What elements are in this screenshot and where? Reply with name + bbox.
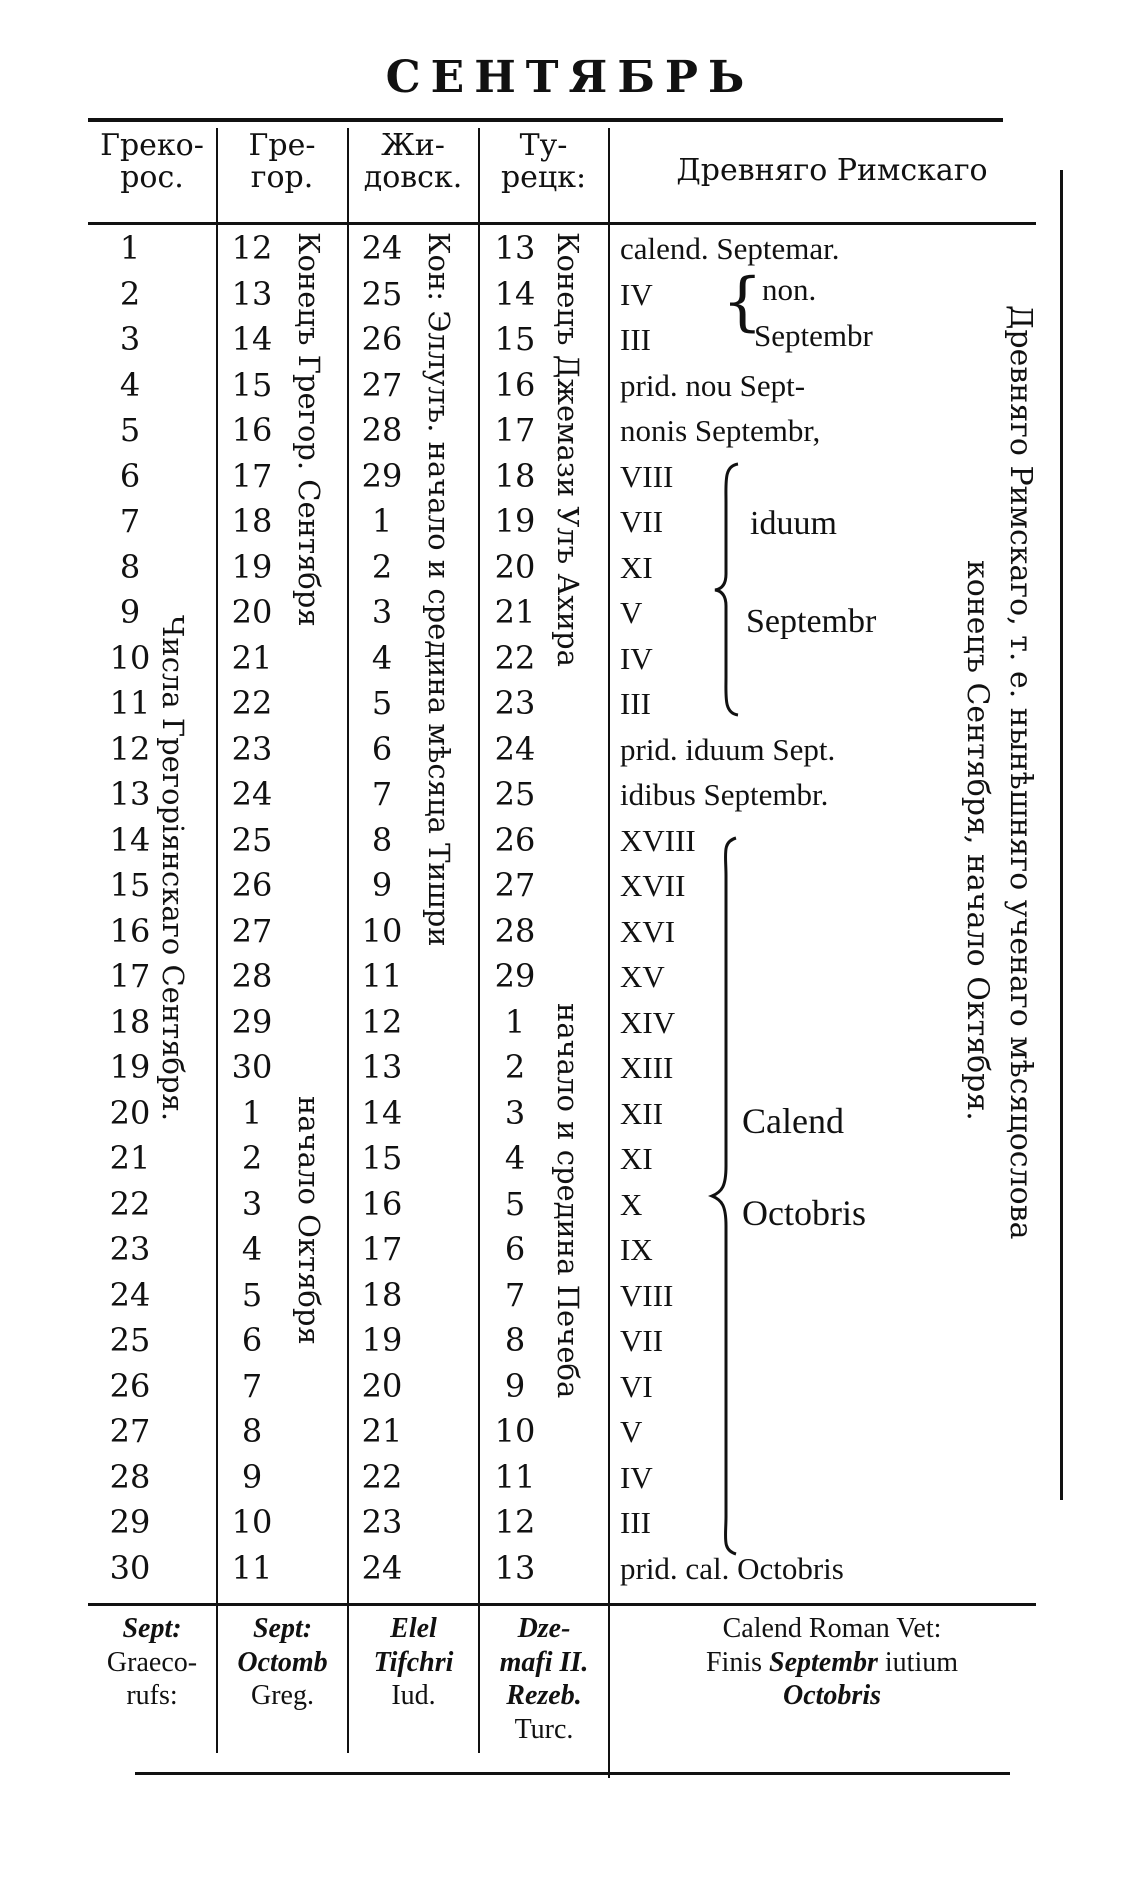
greco-day: 5 [119, 411, 141, 449]
greg-day: 25 [231, 820, 273, 859]
jewish-day: 24 [361, 229, 403, 267]
right-vertical-outer-text: Древняго Римскаго, т. е. нынѣшняго ученаго мѣсяцослова [1003, 305, 1038, 1240]
turkish-day: 14 [494, 274, 536, 313]
turkish-day: 6 [504, 1230, 526, 1268]
greg-day: 5 [241, 1275, 263, 1314]
turkish-day: 1 [504, 1002, 526, 1041]
jewish-day: 21 [361, 1412, 403, 1450]
greco-day: 7 [119, 502, 141, 540]
roman-day: VII [620, 504, 664, 539]
roman-day: XVIII [620, 822, 696, 858]
greco-day: 14 [109, 820, 151, 859]
jewish-day: 19 [361, 1321, 403, 1359]
roman-day: VII [620, 1323, 664, 1358]
roman-day: XV [620, 959, 665, 994]
col-divider-3 [478, 128, 480, 1753]
greg-day: 28 [231, 957, 273, 995]
greg-vertical-top-text: Конецъ Грегор. Сентября [292, 232, 326, 627]
turkish-day: 29 [494, 957, 536, 995]
jewish-day: 4 [371, 638, 393, 677]
greco-day: 4 [119, 365, 141, 404]
greg-day: 22 [231, 684, 273, 722]
roman-day: nonis Septembr, [620, 413, 821, 448]
footer-roman-line2 [612, 1646, 1052, 1680]
turkish-day: 21 [494, 593, 536, 631]
greg-day: 1 [241, 1093, 263, 1132]
turkish-day: 3 [504, 1093, 526, 1132]
greg-day: 14 [231, 320, 273, 358]
turkish-day: 27 [494, 866, 536, 904]
col-divider-1 [216, 128, 218, 1753]
footer-turkish-line2: mafi II. [499, 1646, 589, 1678]
turkish-day: 15 [494, 320, 536, 358]
jewish-column [352, 226, 412, 1591]
turkish-day: 12 [494, 1503, 536, 1541]
greco-day: 8 [119, 547, 141, 586]
col-divider-4 [608, 128, 610, 1778]
roman-day: V [620, 1414, 643, 1449]
greg-day: 3 [241, 1184, 263, 1223]
greg-day: 29 [231, 1002, 273, 1041]
greco-day: 6 [119, 456, 141, 495]
footer-roman-line3: Octobris [783, 1680, 881, 1712]
greg-day: 21 [231, 638, 273, 677]
greco-vertical-note [156, 615, 190, 1122]
brace-ides [712, 462, 742, 717]
greg-day: 13 [231, 274, 273, 313]
greg-day: 10 [231, 1503, 273, 1541]
label-septembr-ides: Septembr [746, 603, 877, 640]
jewish-day: 16 [361, 1184, 403, 1223]
roman-day: calend. Septemar. [620, 231, 840, 266]
greco-day: 11 [109, 684, 151, 722]
greg-day: 15 [231, 365, 273, 404]
right-vertical-inner [960, 560, 995, 1121]
label-calend: Calend [742, 1101, 844, 1141]
greg-column [222, 226, 282, 1591]
header-roman: Древняго Римскаго [676, 153, 988, 188]
greg-day: 18 [231, 502, 273, 540]
jewish-day: 24 [361, 1548, 403, 1587]
greco-day: 15 [109, 866, 151, 904]
footer-jewish-line3: Iud. [391, 1680, 436, 1712]
jewish-day: 5 [371, 684, 393, 722]
footer-top-rule [88, 1603, 1036, 1606]
greco-day: 3 [119, 320, 141, 358]
footer-greg-line1: Sept: [252, 1613, 313, 1644]
footer-roman [612, 1612, 1052, 1713]
label-non: non. [762, 272, 817, 307]
jewish-vertical-text: Кон: Эллулъ. начало и средина мѣсяца Тишри [422, 232, 456, 947]
greg-vertical-bottom [292, 1096, 326, 1345]
footer-greco-line3: rufs: [126, 1680, 178, 1712]
greco-day: 26 [109, 1366, 151, 1405]
right-vertical-outer [1003, 305, 1038, 1240]
turkish-day: 2 [504, 1048, 526, 1086]
roman-day: XI [620, 1141, 653, 1176]
roman-day: III [620, 686, 651, 721]
roman-day: XII [620, 1095, 664, 1131]
turkish-day: 7 [504, 1275, 526, 1314]
turkish-vertical-top [551, 232, 585, 667]
greg-day: 11 [231, 1548, 273, 1587]
label-octobris: Octobris [742, 1193, 866, 1233]
greco-day: 13 [109, 775, 151, 813]
roman-day: XVI [620, 913, 676, 949]
greg-day: 8 [241, 1412, 263, 1450]
roman-day: idibus Septembr. [620, 777, 829, 812]
jewish-day: 6 [371, 729, 393, 768]
turkish-day: 24 [494, 729, 536, 768]
greg-day: 4 [241, 1230, 263, 1268]
footer-greco-line1: Sept: [122, 1613, 182, 1644]
turkish-day: 8 [504, 1321, 526, 1359]
greg-day: 24 [231, 775, 273, 813]
roman-day: VIII [620, 1277, 674, 1313]
turkish-vertical-top-text: Конецъ Джемази Улъ Ахира [551, 232, 585, 667]
turkish-day: 5 [504, 1184, 526, 1223]
jewish-day: 18 [361, 1275, 403, 1314]
footer-turkish-line3: Rezeb. [506, 1680, 582, 1712]
right-vertical-inner-text: конецъ Сентября, начало Октября. [960, 560, 995, 1121]
header-rule [88, 222, 1036, 225]
footer-turkish [480, 1612, 608, 1746]
turkish-vertical-bottom-text: начало и средина Печеба [551, 1003, 585, 1399]
footer-greg [218, 1612, 347, 1713]
turkish-day: 13 [494, 1548, 536, 1587]
jewish-day: 26 [361, 320, 403, 358]
brace-calends [708, 836, 742, 1556]
greg-day: 7 [241, 1366, 263, 1405]
greg-day: 6 [241, 1321, 263, 1359]
turkish-day: 9 [504, 1366, 526, 1405]
roman-day: XIII [620, 1050, 674, 1085]
roman-day: IV [620, 1459, 653, 1495]
greco-day: 17 [109, 957, 151, 995]
greg-vertical-top [292, 232, 326, 627]
jewish-day: 3 [371, 593, 393, 631]
greco-day: 10 [109, 638, 151, 677]
turkish-day: 16 [494, 365, 536, 404]
header-jewish: Жи-довск. [363, 128, 463, 195]
footer-roman-iutium: iutium [884, 1646, 959, 1678]
turkish-day: 26 [494, 820, 536, 859]
greco-column [100, 226, 160, 1591]
greco-day: 30 [109, 1548, 151, 1587]
turkish-day: 25 [494, 775, 536, 813]
footer-jewish-line2: Tifchri [373, 1646, 454, 1678]
roman-day: V [620, 595, 643, 630]
jewish-day: 20 [361, 1366, 403, 1405]
greco-day: 28 [109, 1457, 151, 1496]
greco-day: 25 [109, 1321, 151, 1359]
turkish-day: 17 [494, 411, 536, 449]
header-greco: Греко-рос. [100, 128, 204, 195]
jewish-day: 2 [371, 547, 393, 586]
greg-day: 19 [231, 547, 273, 586]
jewish-day: 14 [361, 1093, 403, 1132]
greg-day: 27 [231, 911, 273, 950]
jewish-day: 22 [361, 1457, 403, 1496]
footer-jewish [349, 1612, 478, 1713]
jewish-day: 7 [371, 775, 393, 813]
col-divider-2 [347, 128, 349, 1753]
footer-roman-finis: Finis [705, 1646, 762, 1678]
roman-day: XIV [620, 1004, 676, 1040]
greco-day: 1 [119, 229, 141, 267]
greco-day: 20 [109, 1093, 151, 1132]
label-iduum: iduum [750, 505, 837, 542]
greg-day: 23 [231, 729, 273, 768]
greco-day: 19 [109, 1048, 151, 1086]
turkish-day: 22 [494, 638, 536, 677]
turkish-day: 18 [494, 456, 536, 495]
turkish-day: 19 [494, 502, 536, 540]
footer-greco [88, 1612, 216, 1713]
greg-day: 2 [241, 1139, 263, 1177]
turkish-day: 4 [504, 1139, 526, 1177]
jewish-day: 25 [361, 274, 403, 313]
roman-day: XVII [620, 868, 686, 903]
right-border [1060, 170, 1063, 1500]
turkish-day: 23 [494, 684, 536, 722]
footer-jewish-line1: Elel [390, 1613, 437, 1644]
jewish-day: 1 [371, 502, 393, 540]
page-title: СЕНТЯБРЬ [385, 52, 755, 103]
turkish-day: 20 [494, 547, 536, 586]
greg-day: 9 [241, 1457, 263, 1496]
greco-day: 23 [109, 1230, 151, 1268]
greg-day: 16 [231, 411, 273, 449]
top-rule [88, 118, 1003, 122]
jewish-day: 17 [361, 1230, 403, 1268]
turkish-column [485, 226, 545, 1591]
jewish-day: 12 [361, 1002, 403, 1041]
footer-roman-line1: Calend Roman Vet: [722, 1613, 942, 1644]
greco-day: 24 [109, 1275, 151, 1314]
greco-day: 18 [109, 1002, 151, 1041]
greco-day: 29 [109, 1503, 151, 1541]
header-greg: Гре-гор. [248, 128, 316, 195]
jewish-day: 10 [361, 911, 403, 950]
roman-day: IV [620, 276, 653, 312]
jewish-vertical-note [422, 232, 456, 947]
roman-day: prid. iduum Sept. [620, 731, 836, 767]
jewish-day: 8 [371, 820, 393, 859]
roman-day: XI [620, 549, 653, 585]
roman-day: VIII [620, 458, 674, 494]
greg-vertical-bottom-text: начало Октября [292, 1096, 326, 1345]
jewish-day: 28 [361, 411, 403, 449]
jewish-day: 9 [371, 866, 393, 904]
roman-day: III [620, 1505, 651, 1540]
greg-day: 20 [231, 593, 273, 631]
roman-day: IX [620, 1232, 653, 1267]
bottom-rule [135, 1772, 1010, 1775]
greco-vertical-text: Числа Грегоріянскаго Сентября. [156, 615, 190, 1122]
turkish-day: 28 [494, 911, 536, 950]
greco-day: 12 [109, 729, 151, 768]
greco-day: 22 [109, 1184, 151, 1223]
greco-day: 9 [119, 593, 141, 631]
roman-day: IV [620, 640, 653, 676]
jewish-day: 29 [361, 456, 403, 495]
greco-day: 16 [109, 911, 151, 950]
jewish-day: 23 [361, 1503, 403, 1541]
header-turkish: Ту-рецк: [500, 128, 587, 195]
jewish-day: 13 [361, 1048, 403, 1086]
greco-day: 21 [109, 1139, 151, 1177]
roman-day: VI [620, 1368, 653, 1404]
footer-turkish-line4: Turc. [514, 1713, 574, 1745]
greg-day: 17 [231, 456, 273, 495]
footer-turkish-line1: Dze- [517, 1613, 571, 1644]
greg-day: 12 [231, 229, 273, 267]
roman-day: prid. cal. Octobris [620, 1550, 844, 1586]
turkish-day: 10 [494, 1412, 536, 1450]
greg-day: 26 [231, 866, 273, 904]
footer-greg-line3: Greg. [251, 1680, 314, 1712]
brace-nones: { [722, 265, 763, 339]
footer-greco-line2: Graeco- [106, 1646, 198, 1678]
label-septembr-nones: Septembr [754, 318, 873, 353]
footer-roman-septembr: Septembr [769, 1646, 878, 1678]
greco-day: 2 [119, 274, 141, 313]
greg-day: 30 [231, 1048, 273, 1086]
roman-column [620, 226, 950, 1591]
turkish-day: 13 [494, 229, 536, 267]
roman-day: prid. nou Sept- [620, 367, 806, 403]
roman-day: III [620, 322, 651, 357]
roman-day: X [620, 1186, 643, 1222]
turkish-vertical-bottom [551, 1003, 585, 1399]
jewish-day: 15 [361, 1139, 403, 1177]
jewish-day: 11 [361, 957, 403, 995]
footer-greg-line2: Octomb [237, 1646, 328, 1678]
greco-day: 27 [109, 1412, 151, 1450]
turkish-day: 11 [494, 1457, 536, 1496]
jewish-day: 27 [361, 365, 403, 404]
